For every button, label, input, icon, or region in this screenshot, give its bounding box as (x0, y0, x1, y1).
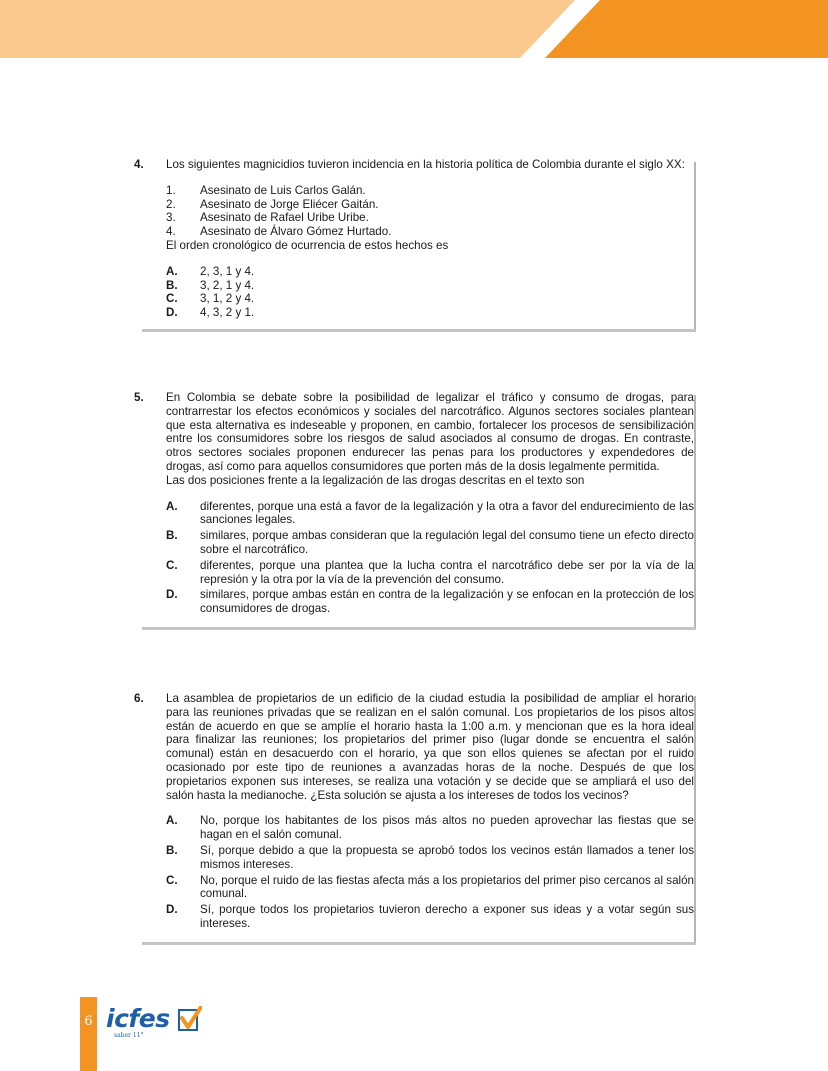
answer-option-d[interactable]: D. Sí, porque todos los propietarios tuvieron derecho a exponer sus ideas y a votar según sus intereses. (166, 903, 694, 930)
answer-options (166, 814, 694, 930)
question-stem: El orden cronológico de ocurrencia de estos hechos es (166, 238, 449, 252)
question-intro: En Colombia se debate sobre la posibilidad de legalizar el tráfico y consumo de drogas, para contrarrestar los efectos económicos y sociales del narcotráfico. Algunos sectores sociales plantean que esta alternativa es indeseable y proponen, en cambio, fortalecer los procesos de sensibilización entre los consumidores sobre los riesgos de salud asociados al consumo de drogas. En contraste, otros sectores sociales proponen endurecer las penas para los productores y expendedores de drogas, así como para aquellos consumidores que porten más de la dosis legalmente permitida. (166, 391, 694, 473)
question-stem: Las dos posiciones frente a la legalización de las drogas descritas en el texto son (166, 473, 585, 487)
list-item: 4. Asesinato de Álvaro Gómez Hurtado. (166, 225, 392, 239)
list-item: 2. Asesinato de Jorge Eliécer Gaitán. (166, 197, 379, 211)
list-item: 1. Asesinato de Luis Carlos Galán. (166, 183, 366, 197)
answer-option-b[interactable]: B. similares, porque ambas consideran que la regulación legal del consumo tiene un efecto directo sobre el narcotráfico. (166, 529, 694, 556)
question-number: 5. (134, 391, 144, 404)
answer-option-d[interactable]: D. 4, 3, 2 y 1. (166, 306, 255, 320)
question-5 (134, 391, 694, 618)
answer-options (166, 265, 694, 320)
list-item: 3. Asesinato de Rafael Uribe Uribe. (166, 211, 369, 225)
frame-border-bottom (142, 942, 696, 945)
page-number: 6 (84, 1014, 93, 1029)
answer-option-a[interactable]: A. No, porque los habitantes de los pisos más altos no pueden aprovechar las fiestas que se hagan en el salón comunal. (166, 814, 694, 842)
icfes-logo (106, 1004, 170, 1039)
frame-border-bottom (142, 329, 696, 332)
question-4 (134, 158, 694, 320)
question-number: 6. (134, 692, 144, 705)
question-number: 4. (134, 158, 144, 171)
answer-option-b[interactable]: B. Sí, porque debido a que la propuesta se aprobó todos los vecinos están llamados a tener los mismos intereses. (166, 843, 694, 871)
logo-wordmark: icfes (106, 1004, 170, 1033)
frame-border-right (694, 162, 696, 332)
checkmark-icon (178, 1006, 202, 1032)
answer-option-a[interactable]: A. 2, 3, 1 y 4. (166, 264, 255, 278)
answer-option-b[interactable]: B. 3, 2, 1 y 4. (166, 278, 255, 292)
answer-option-c[interactable]: C. 3, 1, 2 y 4. (166, 292, 255, 306)
question-6 (134, 692, 694, 933)
question-intro: La asamblea de propietarios de un edificio de la ciudad estudia la posibilidad de ampliar el horario para las reuniones privadas que se realizan en el salón comunal. Los propietarios de los pisos altos están de acuerdo en que se amplíe el horario hasta la 1:00 a.m. y mencionan que es la hora ideal para finalizar las reuniones; los propietarios del primer piso (lugar donde se encuentra el salón comunal) están en desacuerdo con el horario, ya que son ellos quienes se afectan por el ruido ocasionado por este tipo de reuniones a avanzadas horas de la noche. Después de que los propietarios exponen sus intereses, se realiza una votación y se decide que se ampliará el uso del salón hasta la medianoche. ¿Esta solución se ajusta a los intereses de todos los vecinos? (166, 692, 694, 802)
frame-border-bottom (142, 627, 696, 630)
answer-option-d[interactable]: D. similares, porque ambas están en contra de la legalización y se enfocan en la protección de los consumidores de drogas. (166, 588, 694, 616)
answer-options (166, 500, 694, 616)
answer-option-c[interactable]: C. diferentes, porque una plantea que la lucha contra el narcotráfico debe ser por la vía de la represión y la otra por la vía de la prevención del consumo. (166, 558, 694, 586)
question-intro: Los siguientes magnicidios tuvieron incidencia en la historia política de Colombia durante el siglo XX: (166, 158, 685, 171)
frame-border-right (694, 696, 696, 945)
header-banner (0, 0, 828, 58)
logo-subtitle: saber 11° (114, 1032, 144, 1039)
page-number-bar (80, 997, 97, 1071)
frame-border-right (694, 395, 696, 630)
answer-option-a[interactable]: A. diferentes, porque una está a favor de la legalización y la otra a favor del endurecimiento de las sanciones legales. (166, 499, 694, 527)
event-list (166, 184, 694, 239)
answer-option-c[interactable]: C. No, porque el ruido de las fiestas afecta más a los propietarios del primer piso cercanos al salón comunal. (166, 873, 694, 901)
